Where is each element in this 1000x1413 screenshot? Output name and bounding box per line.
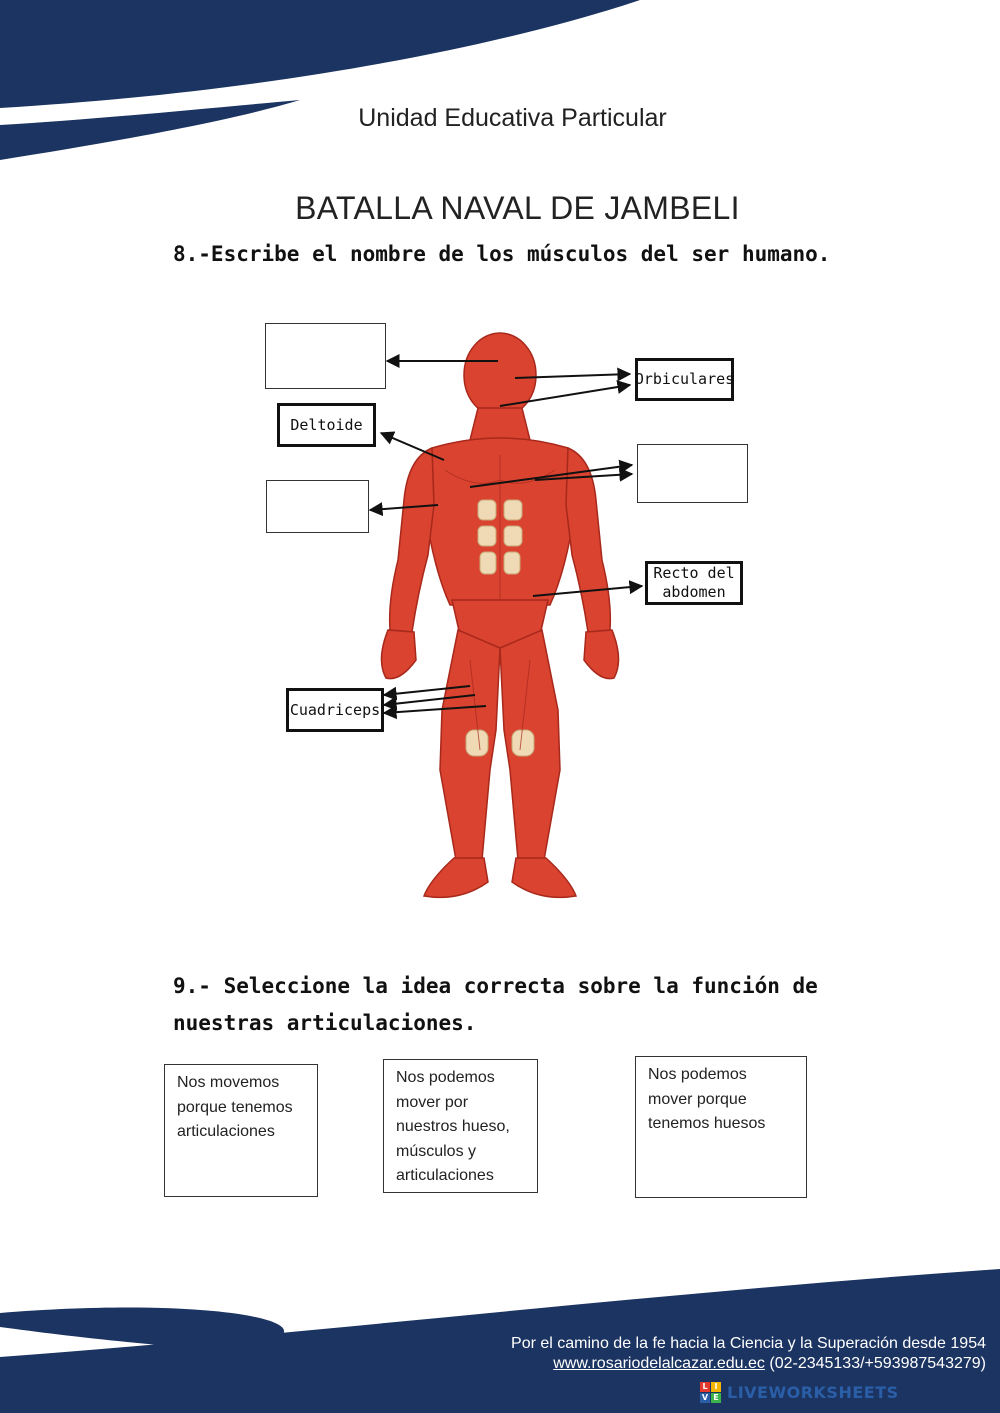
label-orbiculares: Orbiculares: [635, 358, 734, 401]
liveworksheets-wordmark: LIVEWORKSHEETS: [727, 1382, 899, 1402]
arrow-to-cuadriceps-2: [384, 695, 475, 705]
arrow-to-deltoide: [381, 433, 444, 460]
footer-phones: (02-2345133/+593987543279): [769, 1355, 986, 1372]
blank-answer-box-pectoral[interactable]: [637, 444, 748, 503]
label-deltoide: Deltoide: [277, 403, 376, 447]
label-recto-line-2: abdomen: [662, 583, 726, 601]
page-title: BATALLA NAVAL DE JAMBELI: [295, 190, 740, 226]
option-2[interactable]: Nos podemos mover por nuestros hueso, músculos y articulaciones: [383, 1059, 538, 1193]
arrow-to-orbiculares-2: [500, 385, 630, 406]
footer-contact: [553, 1355, 986, 1373]
school-name: Unidad Educativa Particular: [358, 104, 667, 132]
liveworksheets-logo-icon: [700, 1382, 721, 1403]
label-recto-line-1: Recto del: [653, 564, 735, 582]
footer-motto: Por el camino de la fe hacia la Ciencia y la Superación desde 1954: [511, 1335, 986, 1352]
option-3[interactable]: Nos podemos mover porque tenemos huesos: [635, 1056, 807, 1198]
logo-letter: V: [701, 1392, 709, 1402]
logo-letter: I: [711, 1382, 721, 1392]
blank-answer-box-biceps[interactable]: [266, 480, 369, 533]
logo-letter: E: [711, 1393, 721, 1403]
logo-letter: L: [700, 1382, 710, 1392]
question-8-prompt: 8.-Escribe el nombre de los músculos del ser humano.: [173, 242, 831, 266]
label-recto-abdomen: [645, 561, 743, 605]
option-1[interactable]: Nos movemos porque tenemos articulaciones: [164, 1064, 318, 1197]
question-9-prompt: 9.- Seleccione la idea correcta sobre la función de nuestras articulaciones.: [173, 974, 818, 1035]
footer-website-link[interactable]: www.rosariodelalcazar.edu.ec: [553, 1355, 765, 1372]
label-cuadriceps: Cuadriceps: [286, 688, 384, 732]
arrow-to-cuadriceps-1: [384, 686, 470, 695]
arrow-to-cuadriceps-3: [384, 706, 486, 713]
liveworksheets-brand: [700, 1380, 899, 1404]
arrow-to-recto-abdomen: [533, 586, 642, 596]
arrow-to-blank-box-left: [370, 505, 438, 510]
blank-answer-box-head[interactable]: [265, 323, 386, 389]
arrow-to-orbiculares-1: [515, 374, 630, 378]
